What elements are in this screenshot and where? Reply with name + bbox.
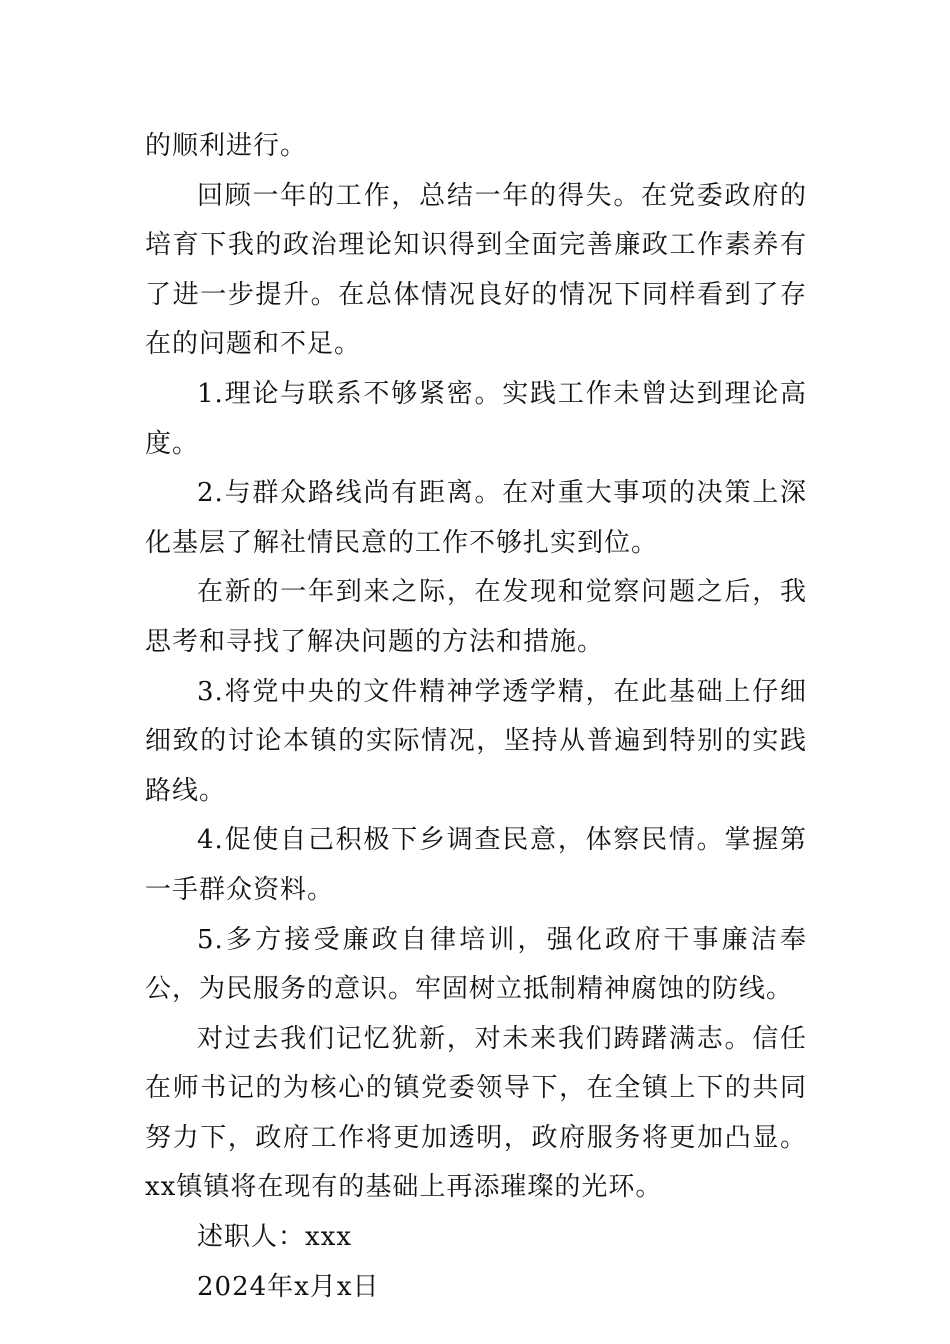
paragraph-issue-1: 1.理论与联系不够紧密。实践工作未曾达到理论高度。 xyxy=(145,378,807,459)
paragraph-outlook: 对过去我们记忆犹新，对未来我们踌躇满志。信任在师书记的为核心的镇党委领导下，在全镇上下的共同努力下，政府工作将更加透明，政府服务将更加凸显。xx镇镇将在现有的基础上再添璀璨的光环。 xyxy=(145,1023,807,1203)
document-body xyxy=(145,122,807,1312)
paragraph-measure-5: 5.多方接受廉政自律培训，强化政府干事廉洁奉公，为民服务的意识。牢固树立抵制精神腐蚀的防线。 xyxy=(145,924,807,1005)
date-line: 2024年x月x日 xyxy=(197,1271,380,1302)
paragraph-new-year: 在新的一年到来之际，在发现和觉察问题之后，我思考和寻找了解决问题的方法和措施。 xyxy=(145,577,807,657)
signature-line: 述职人：xxx xyxy=(197,1222,352,1253)
paragraph-measure-3: 3.将党中央的文件精神学透学精，在此基础上仔细细致的讨论本镇的实际情况，坚持从普遍到特别的实践路线。 xyxy=(145,676,807,806)
paragraph-review: 回顾一年的工作，总结一年的得失。在党委政府的培育下我的政治理论知识得到全面完善廉政工作素养有了进一步提升。在总体情况良好的情况下同样看到了存在的问题和不足。 xyxy=(145,180,807,360)
paragraph-measure-4: 4.促使自己积极下乡调查民意，体察民情。掌握第一手群众资料。 xyxy=(145,825,807,905)
paragraph-continuation: 的顺利进行。 xyxy=(145,131,308,161)
paragraph-issue-2: 2.与群众路线尚有距离。在对重大事项的决策上深化基层了解社情民意的工作不够扎实到位。 xyxy=(145,478,807,558)
